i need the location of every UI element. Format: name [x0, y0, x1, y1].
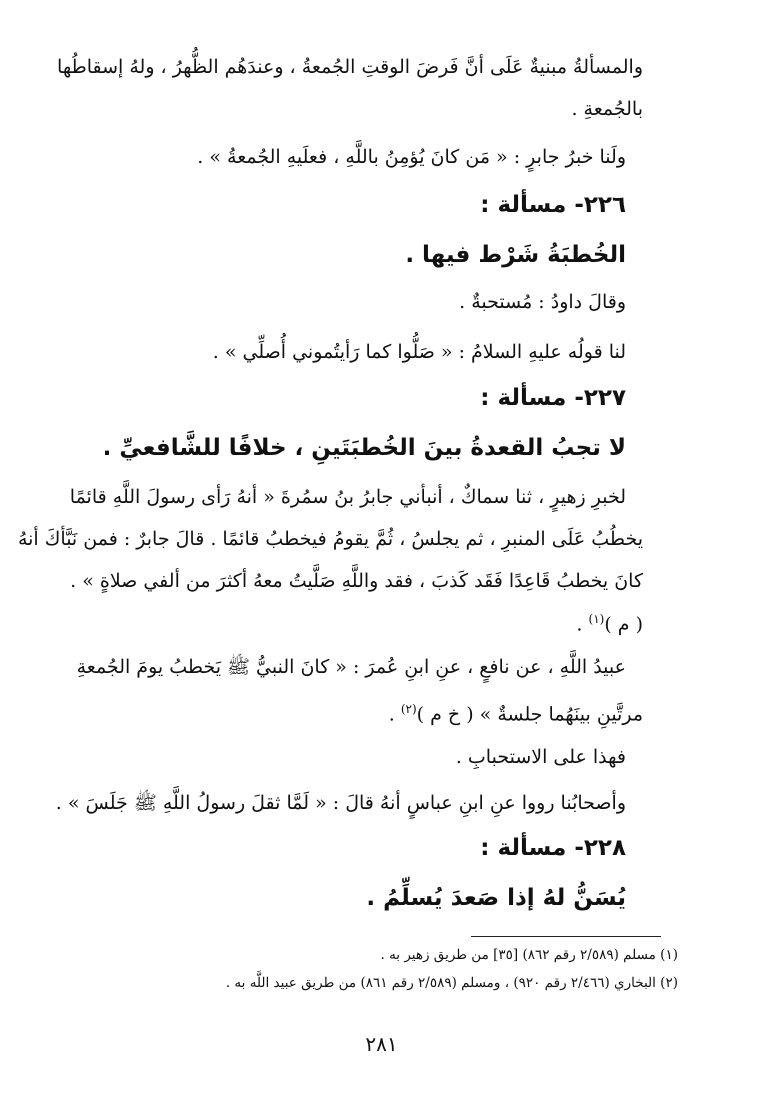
body-line-zuhayr-1: لخبرِ زهيرٍ ، ثنا سماكٌ ، أنبأني جابرُ بنُ سمُرةَ « أنهُ رَأى رسولَ اللَّهِ قائمًا [69, 486, 626, 508]
body-line-hadith-prayer: لنا قولُه عليهِ السلامُ : « صَلُّوا كما رَأيتُموني أُصلِّي » . [212, 341, 626, 363]
body-line-ibn-abbas: وأصحابُنا رووا عنِ ابنِ عباسٍ أنهُ قالَ : « لَمَّا ثقلَ رسولُ اللَّهِ ﷺ جَلَسَ » . [55, 792, 626, 814]
body-line-2: بالجُمعةِ . [571, 98, 643, 120]
page-number: ٢٨١ [365, 1032, 398, 1056]
body-line-ubaydullah-1: عبيدُ اللَّهِ ، عن نافعٍ ، عنِ ابنِ عُمرَ : « كانَ النبيُّ ﷺ يَخطبُ يومَ الجُمعةِ [76, 656, 626, 678]
source-code: ( م ) [604, 613, 643, 636]
body-line-zuhayr-2: يخطُبُ عَلَى المنبرِ ، ثم يجلسُ ، ثُمَّ يقومُ فيخطبُ قائمًا . قالَ جابرٌ : فمن نَبَّأكَ أنهُ [17, 528, 643, 550]
footnote-1: (١) مسلم (٢/٥٨٩ رقم ٨٦٢) [٣٥] من طريق زهير به . [380, 947, 678, 963]
body-line-istihbab: فهذا على الاستحبابِ . [455, 746, 626, 768]
issue-statement-226: الخُطبَةُ شَرْط فيها . [405, 242, 626, 268]
footnote-ref-2: (٢) [400, 702, 417, 716]
body-line-source-muslim: ( م )$^{(١)}$ . [576, 612, 643, 636]
issue-statement-228: يُسَنُّ لهُ إذا صَعدَ يُسلِّمُ . [366, 885, 626, 911]
body-line-ubaydullah-2: مرتَّينِ بينَهُما جلسةٌ » ( خ م )$^{(٢)}$ . [388, 702, 643, 726]
footnote-2: (٢) البخاري (٢/٤٦٦ رقم ٩٢٠) ، ومسلم (٢/٥٨٩ رقم ٨٦١) من طريق عبيد اللَّه به . [225, 975, 678, 991]
body-line-1: والمسألةُ مبنيةٌ عَلَى أنَّ فَرضَ الوقتِ الجُمعةُ ، وعندَهُم الظُّهرُ ، ولهُ إسقاطُها [57, 56, 643, 78]
hadith-text: مرتَّينِ بينَهُما جلسةٌ » ( خ م ) [416, 703, 643, 726]
body-line-dawud: وقالَ داودُ : مُستحبةٌ . [459, 291, 626, 313]
body-line-zuhayr-3: كانَ يخطبُ قَاعِدًا فَقَد كَذبَ ، فقد واللَّهِ صَلَّيتُ معهُ أكثرَ من ألفي صلاةٍ » . [70, 570, 643, 592]
issue-heading-226: ٢٢٦- مسألة : [480, 192, 626, 218]
footnote-separator [471, 936, 661, 937]
body-line-3: ولَنا خبرُ جابرٍ : « مَن كانَ يُؤمِنُ باللَّهِ ، فعلَيهِ الجُمعةُ » . [197, 146, 626, 168]
issue-heading-227: ٢٢٧- مسألة : [480, 385, 626, 411]
footnote-ref-1: (١) [588, 612, 605, 626]
issue-heading-228: ٢٢٨- مسألة : [480, 835, 626, 861]
issue-statement-227: لا تجبُ القعدةُ بينَ الخُطبَتَينِ ، خلافًا للشَّافعيِّ . [102, 435, 626, 461]
